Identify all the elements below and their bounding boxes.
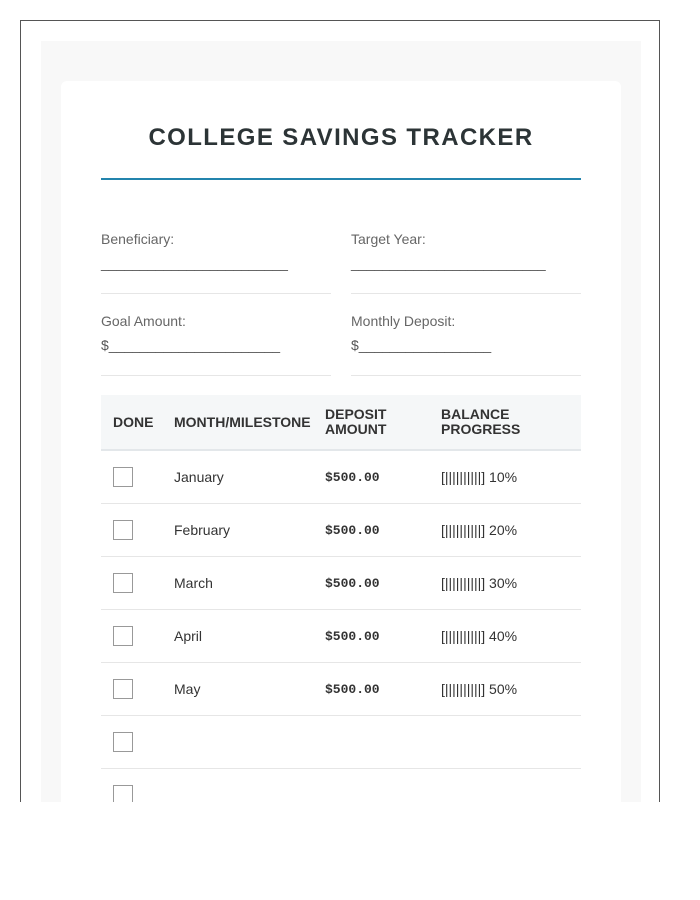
- balance-cell: [||||||||||] 20%: [429, 504, 581, 557]
- table-row: [101, 716, 581, 769]
- deposit-cell: $500.00: [313, 663, 429, 716]
- beneficiary-label: Beneficiary:: [101, 231, 175, 247]
- header-done: DONE: [101, 395, 162, 450]
- table-row: [101, 610, 581, 663]
- done-cell: [101, 716, 162, 769]
- done-cell: [101, 557, 162, 610]
- month-cell: January: [162, 450, 313, 504]
- balance-cell: [||||||||||] 10%: [429, 450, 581, 504]
- done-cell: [101, 663, 162, 716]
- target-year-blank[interactable]: _________________________: [351, 255, 546, 271]
- beneficiary-blank[interactable]: ________________________: [101, 255, 288, 271]
- table-header-row: [101, 395, 581, 450]
- month-cell: March: [162, 557, 313, 610]
- deposit-cell: $500.00: [313, 504, 429, 557]
- page-title: COLLEGE SAVINGS TRACKER: [148, 124, 534, 151]
- done-checkbox[interactable]: [113, 626, 133, 646]
- done-cell: [101, 504, 162, 557]
- header-deposit: DEPOSIT AMOUNT: [313, 395, 429, 450]
- done-checkbox[interactable]: [113, 732, 133, 752]
- balance-cell: [429, 769, 581, 803]
- balance-cell: [429, 716, 581, 769]
- month-cell: [162, 769, 313, 803]
- table-row: [101, 450, 581, 504]
- done-checkbox[interactable]: [113, 467, 133, 487]
- table-row: [101, 769, 581, 803]
- month-cell: [162, 716, 313, 769]
- target-year-field[interactable]: [351, 231, 581, 294]
- done-checkbox[interactable]: [113, 679, 133, 699]
- header-balance: BALANCE PROGRESS: [429, 395, 581, 450]
- done-checkbox[interactable]: [113, 520, 133, 540]
- beneficiary-field[interactable]: [101, 231, 331, 294]
- monthly-deposit-label: Monthly Deposit:: [351, 313, 456, 329]
- page-background: [41, 41, 641, 802]
- page-frame: [20, 20, 660, 802]
- month-cell: February: [162, 504, 313, 557]
- deposit-cell: [313, 716, 429, 769]
- goal-amount-blank[interactable]: $______________________: [101, 337, 281, 353]
- done-checkbox[interactable]: [113, 785, 133, 802]
- header-month: MONTH/MILESTONE: [162, 395, 313, 450]
- month-cell: April: [162, 610, 313, 663]
- table-row: [101, 557, 581, 610]
- month-cell: May: [162, 663, 313, 716]
- deposit-cell: [313, 769, 429, 803]
- done-cell: [101, 450, 162, 504]
- balance-cell: [||||||||||] 50%: [429, 663, 581, 716]
- monthly-deposit-field[interactable]: [351, 313, 581, 376]
- goal-amount-label: Goal Amount:: [101, 313, 186, 329]
- deposit-cell: $500.00: [313, 450, 429, 504]
- goal-amount-field[interactable]: [101, 313, 331, 376]
- done-cell: [101, 769, 162, 803]
- done-cell: [101, 610, 162, 663]
- deposit-cell: $500.00: [313, 557, 429, 610]
- title-divider: [101, 178, 581, 180]
- deposit-cell: $500.00: [313, 610, 429, 663]
- table-row: [101, 504, 581, 557]
- table-row: [101, 663, 581, 716]
- balance-cell: [||||||||||] 30%: [429, 557, 581, 610]
- monthly-deposit-blank[interactable]: $_________________: [351, 337, 492, 353]
- tracker-card: [61, 81, 621, 802]
- savings-table: [101, 395, 581, 802]
- target-year-label: Target Year:: [351, 231, 426, 247]
- done-checkbox[interactable]: [113, 573, 133, 593]
- balance-cell: [||||||||||] 40%: [429, 610, 581, 663]
